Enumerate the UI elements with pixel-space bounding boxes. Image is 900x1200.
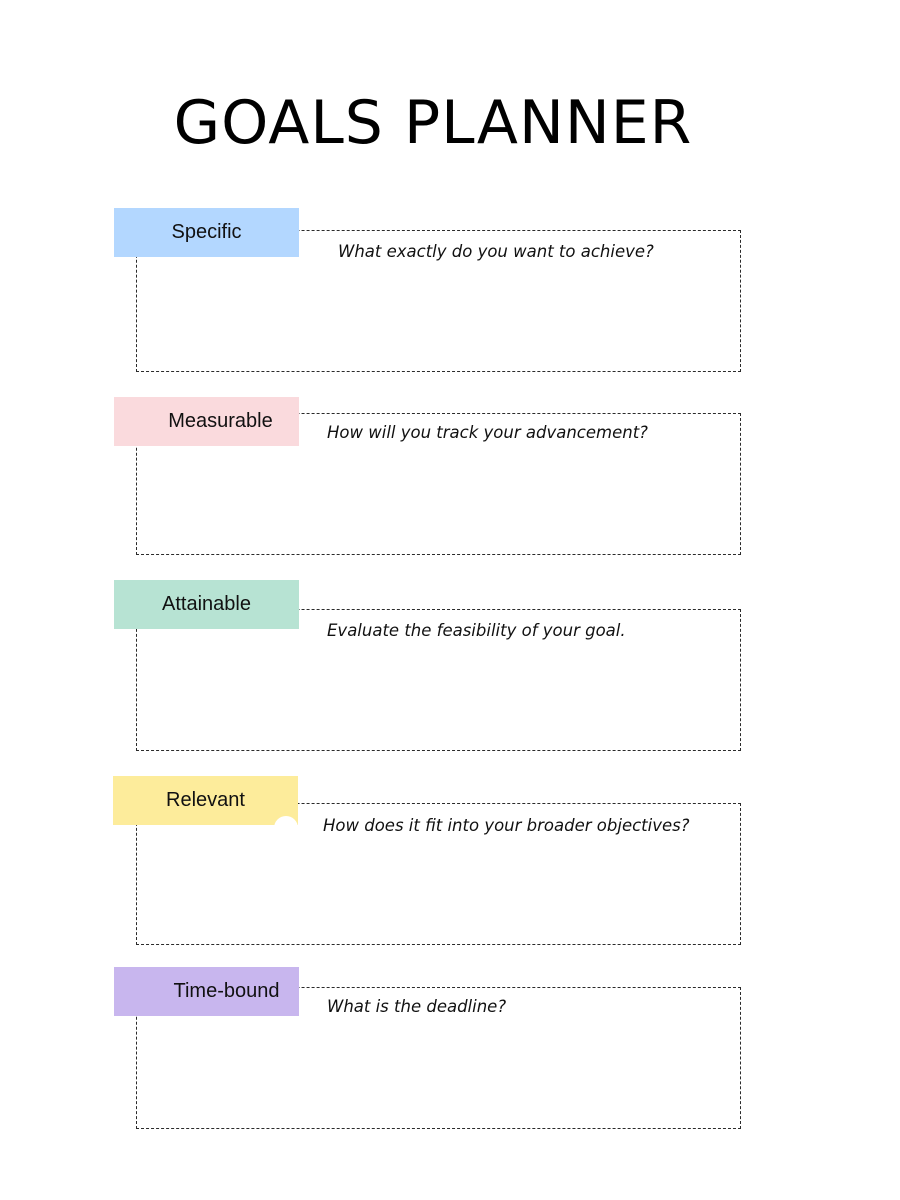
- specific-prompt: What exactly do you want to achieve?: [338, 242, 654, 261]
- tab-time-bound-label: Time-bound: [173, 980, 280, 1002]
- tab-relevant-label: Relevant: [166, 789, 245, 811]
- tab-attainable-label: Attainable: [162, 593, 251, 615]
- tab-measurable: [114, 397, 299, 446]
- tab-time-bound: [114, 967, 299, 1016]
- tab-attainable: [114, 580, 299, 629]
- tab-relevant: [113, 776, 298, 825]
- page-title: GOALS PLANNER: [173, 88, 693, 158]
- tab-specific: [114, 208, 299, 257]
- measurable-prompt: How will you track your advancement?: [327, 423, 648, 442]
- tab-specific-label: Specific: [171, 221, 242, 243]
- time-bound-prompt: What is the deadline?: [327, 997, 507, 1016]
- attainable-prompt: Evaluate the feasibility of your goal.: [327, 621, 626, 640]
- tab-relevant-notch: [274, 816, 298, 840]
- relevant-prompt: How does it fit into your broader objectives?: [323, 816, 690, 835]
- tab-measurable-label: Measurable: [168, 410, 273, 432]
